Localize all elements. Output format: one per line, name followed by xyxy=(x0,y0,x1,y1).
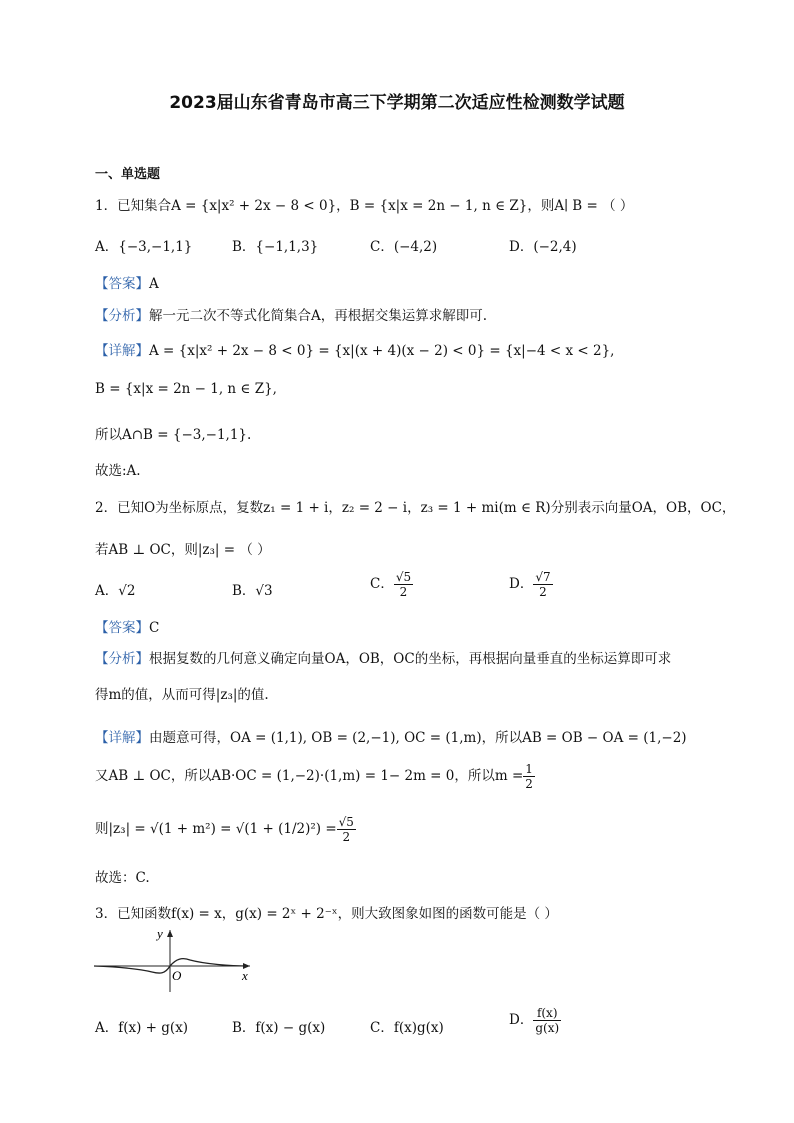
q2-stem-line-2: 若AB ⊥ OC，则|z₃| = （ ） xyxy=(95,542,271,558)
q1-analysis-text: 解一元二次不等式化简集合A，再根据交集运算求解即可. xyxy=(149,308,488,324)
q3-option-b: B．f(x) − g(x) xyxy=(232,1020,326,1036)
q2-detail-m-denominator: 2 xyxy=(525,777,533,791)
q2-conclusion: 故选：C. xyxy=(95,870,150,886)
answer-tag: 【答案】 xyxy=(95,276,149,292)
q3-function-graph xyxy=(90,922,260,994)
q3-option-d xyxy=(509,1006,561,1035)
q2-option-d-denominator: 2 xyxy=(539,585,547,599)
analysis-tag: 【分析】 xyxy=(95,651,149,667)
q2-detail-line-2 xyxy=(95,762,535,791)
q1-stem: 1．已知集合A = {x|x² + 2x − 8 < 0}，B = {x|x = 2n − 1, n ∈ Z}，则A∣ B = （ ） xyxy=(95,198,634,214)
q2-option-d-fraction xyxy=(533,570,552,599)
q2-detail-result-denominator: 2 xyxy=(342,830,351,844)
q2-analysis xyxy=(95,647,671,667)
section-heading: 一、单选题 xyxy=(95,167,161,182)
detail-tag: 【详解】 xyxy=(95,730,149,746)
q1-analysis xyxy=(95,304,487,324)
q2-option-c-label: C． xyxy=(370,576,394,592)
q2-option-a: A．√2 xyxy=(95,583,136,599)
q1-option-c: C．(−4,2) xyxy=(370,239,438,255)
q1-option-d: D．(−2,4) xyxy=(509,239,577,255)
q3-stem: 3．已知函数f(x) = x，g(x) = 2ˣ + 2⁻ˣ，则大致图象如图的函数可能是（ ） xyxy=(95,906,558,922)
q2-option-d-numerator: √7 xyxy=(535,570,551,584)
analysis-tag: 【分析】 xyxy=(95,308,149,324)
q3-option-a: A．f(x) + g(x) xyxy=(95,1020,189,1036)
q2-option-c-fraction xyxy=(394,570,413,599)
q1-option-a: A．{−3,−1,1} xyxy=(95,239,193,255)
q2-answer xyxy=(95,616,159,636)
q2-detail-line-2-text: 又AB ⊥ OC，所以AB·OC = (1,−2)·(1,m) = 1− 2m = 0，所以m = xyxy=(95,768,524,784)
graph-origin-label: O xyxy=(172,968,182,983)
q2-answer-value: C xyxy=(149,620,160,636)
q2-option-b: B．√3 xyxy=(232,583,273,599)
q2-stem-line-1: 2．已知O为坐标原点，复数z₁ = 1 + i，z₂ = 2 − i，z₃ = 1 + mi(m ∈ R)分别表示向量OA，OB，OC， xyxy=(95,500,736,516)
q1-option-b: B．{−1,1,3} xyxy=(232,239,319,255)
q2-option-d xyxy=(509,570,553,599)
q3-option-d-label: D． xyxy=(509,1012,534,1028)
q2-option-c-denominator: 2 xyxy=(399,585,408,599)
page-title: 2023届山东省青岛市高三下学期第二次适应性检测数学试题 xyxy=(169,93,625,113)
q2-option-c xyxy=(370,570,413,599)
q1-detail-line-2: B = {x|x = 2n − 1, n ∈ Z}, xyxy=(95,381,277,397)
q1-answer-value: A xyxy=(149,276,159,292)
q3-option-d-numerator: f(x) xyxy=(533,1006,561,1021)
q3-option-c: C．f(x)g(x) xyxy=(370,1020,444,1036)
graph-y-label: y xyxy=(157,926,163,941)
q1-detail xyxy=(95,339,614,359)
q2-detail-line-3-text: 则|z₃| = √(1 + m²) = √(1 + (1/2)²) = xyxy=(95,821,337,837)
graph-x-label: x xyxy=(242,968,248,983)
q1-detail-line-1: A = {x|x² + 2x − 8 < 0} = {x|(x + 4)(x − 2) < 0} = {x|−4 < x < 2}, xyxy=(149,343,615,359)
q1-answer xyxy=(95,272,159,292)
q2-detail-m-fraction xyxy=(523,762,535,791)
q2-detail-result-fraction xyxy=(337,815,356,844)
q2-detail-line-1: 由题意可得，OA = (1,1), OB = (2,−1), OC = (1,m)，所以AB = OB − OA = (1,−2) xyxy=(149,730,687,746)
q2-option-c-numerator: √5 xyxy=(395,570,412,584)
q2-option-d-label: D． xyxy=(509,576,534,592)
q2-detail-line-3 xyxy=(95,815,356,844)
q1-detail-line-3: 所以A∩B = {−3,−1,1}. xyxy=(95,427,252,443)
q2-detail-m-numerator: 1 xyxy=(525,762,533,776)
answer-tag: 【答案】 xyxy=(95,620,149,636)
q3-option-d-fraction xyxy=(533,1006,561,1035)
q1-conclusion: 故选:A. xyxy=(95,463,141,479)
q3-option-d-denominator: g(x) xyxy=(535,1021,560,1035)
q2-analysis-text-1: 根据复数的几何意义确定向量OA，OB，OC的坐标，再根据向量垂直的坐标运算即可求 xyxy=(149,651,672,667)
y-axis-arrow-icon xyxy=(167,930,173,937)
q2-detail xyxy=(95,726,687,746)
q2-analysis-line-2: 得m的值，从而可得|z₃|的值. xyxy=(95,687,269,703)
detail-tag: 【详解】 xyxy=(95,343,149,359)
q2-detail-result-numerator: √5 xyxy=(338,815,354,829)
